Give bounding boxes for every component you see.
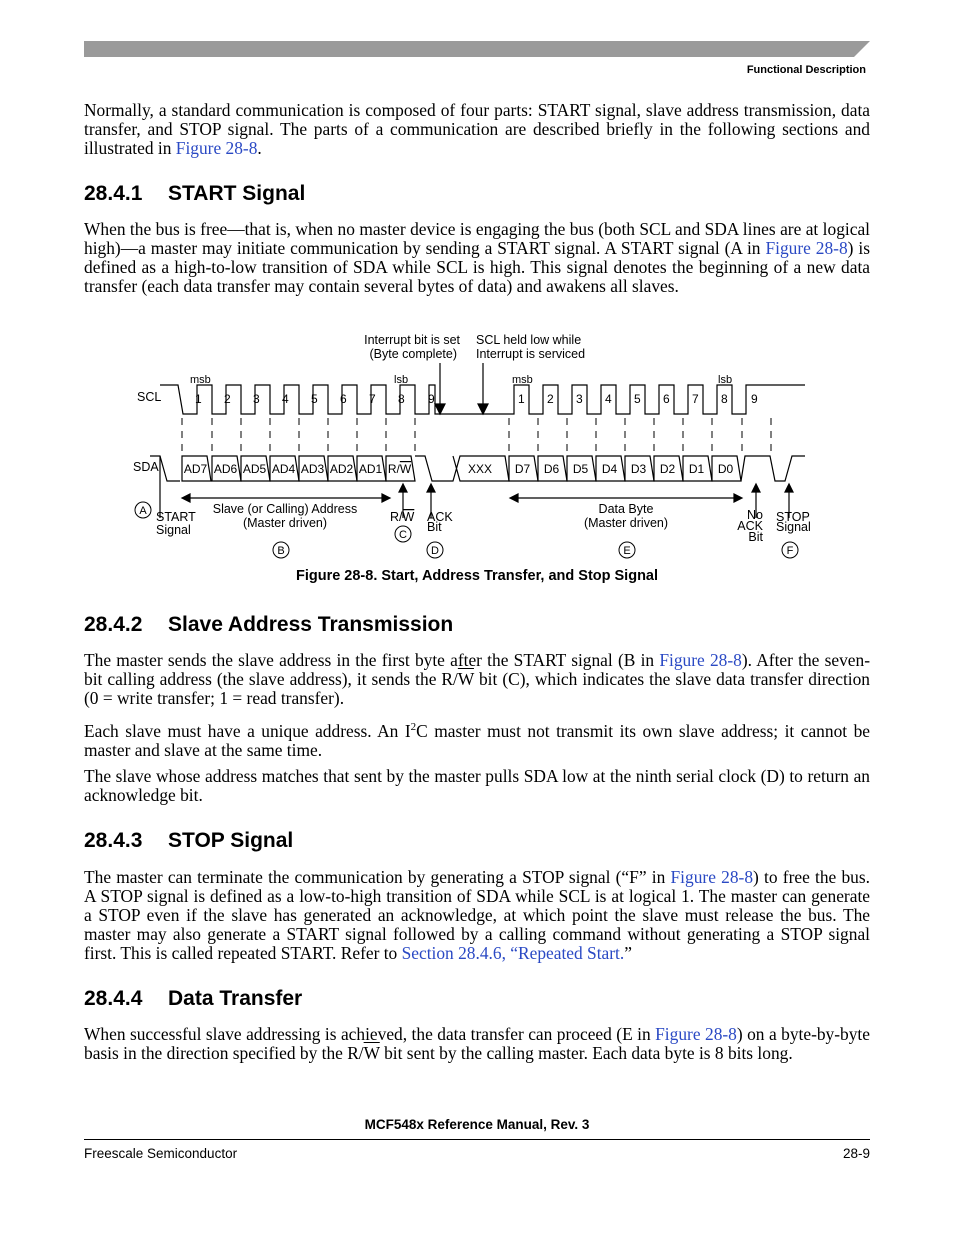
address-cell-label: AD5	[242, 462, 267, 476]
text: ) to free the bus. A STOP signal is defined as a low-to-high transition of SDA while SCL is at logical 1. The master can generate a STOP even if the slave has generated an acknowledge, at which point the slave must release the bus. The master may also generate a START signal followed by a calling command without generating a STOP signal first. This is called repeated START. Refer to	[84, 867, 870, 963]
clock-number: 1	[518, 392, 525, 406]
text: Each slave must have a unique address. An I	[84, 720, 411, 741]
text: ) is defined as a high-to-low transition of SDA while SCL is high. This signal denotes the beginning of a new data transfer (each data transfer may contain several bytes of data) and awakens all slaves.	[84, 238, 870, 296]
noack-label: No	[747, 508, 763, 522]
clock-number: 2	[224, 392, 231, 406]
clock-number: 5	[634, 392, 641, 406]
superscript: 2	[410, 721, 417, 733]
text: bit sent by the calling master. Each data byte is 8 bits long.	[379, 1043, 793, 1063]
figure-link[interactable]: Figure 28-8	[659, 650, 742, 670]
address-cell-label: AD7	[183, 462, 208, 476]
clock-number: 4	[282, 392, 289, 406]
header-bar	[84, 41, 870, 57]
address-cell-label: AD2	[329, 462, 354, 476]
sda-stop	[741, 456, 805, 481]
clock-number: 9	[428, 392, 435, 406]
heading-number: 28.4.3	[84, 829, 143, 852]
noack-label: ACK	[737, 519, 763, 533]
intro-text: Normally, a standard communication is composed of four parts: START signal, slave address transmission, data transfer, and STOP signal. The parts of a communication are described briefly in the following sections and illustrated in	[84, 100, 870, 158]
data-cell-label: D3	[630, 462, 647, 476]
data-cell-label: D4	[601, 462, 618, 476]
data-cell-label: D1	[688, 462, 705, 476]
heading-stop-signal	[84, 829, 293, 853]
heading-data-transfer	[84, 987, 302, 1011]
noack-label: Bit	[748, 530, 763, 544]
figure-link[interactable]: Figure 28-8	[670, 867, 754, 887]
rw-w: W	[399, 462, 412, 476]
marker-label: D	[431, 545, 439, 557]
text: The master sends the slave address in the first byte after the START signal (B in	[84, 650, 660, 670]
stop-paragraph	[84, 868, 870, 963]
slave-address-paragraph-2	[84, 718, 870, 760]
text: $\overline{W}$	[457, 669, 474, 689]
section-link[interactable]: Section 28.4.6, “Repeated Start.	[401, 943, 625, 963]
address-cell-label: AD3	[300, 462, 325, 476]
address-cell-label	[388, 462, 412, 476]
clock-number: 4	[605, 392, 612, 406]
text: $\overline{W}$	[363, 1043, 380, 1063]
slave-address-label: (Master driven)	[242, 516, 328, 530]
rw-label	[390, 510, 415, 524]
marker-label: A	[139, 505, 147, 517]
arrowhead	[382, 494, 390, 502]
slave-address-label: Slave (or Calling) Address	[212, 502, 358, 516]
text: ). After the seven-bit calling address (the slave address), it sends the R/	[84, 650, 871, 689]
clock-number: 3	[253, 392, 260, 406]
clock-number: 7	[692, 392, 699, 406]
address-cell-label: AD1	[358, 462, 383, 476]
heading-title: Slave Address Transmission	[168, 613, 454, 636]
scl-held-arrow-head	[478, 404, 488, 414]
clock-number: 3	[576, 392, 583, 406]
footer-rule	[84, 1139, 870, 1140]
figure-link[interactable]: Figure 28-8	[175, 138, 258, 158]
data-cell-label: D5	[572, 462, 589, 476]
figure-link[interactable]: Figure 28-8	[765, 238, 848, 258]
text: C master must not transmit its own slave address; it cannot be master and slave at the same time.	[84, 720, 870, 760]
clock-number: 8	[721, 392, 728, 406]
lsb-label: lsb	[394, 374, 409, 386]
heading-title: STOP Signal	[168, 829, 294, 852]
arrowhead	[510, 494, 518, 502]
heading-slave-address	[84, 613, 453, 637]
xxx-label: XXX	[467, 462, 493, 476]
ack-pointer-head	[427, 484, 435, 492]
clock-number: 5	[311, 392, 318, 406]
data-cell-label: D6	[543, 462, 560, 476]
text: When the bus is free—that is, when no master device is engaging the bus (both SCL and SDA lines are at logical high)—a master may initiate communication by sending a START signal. A START signal (A in	[84, 219, 870, 258]
interrupt-label: (Byte complete)	[369, 347, 457, 361]
scl-label: SCL	[137, 390, 162, 404]
intro-text-end: .	[257, 138, 262, 158]
msb-label: msb	[512, 374, 533, 386]
marker-label: E	[623, 545, 631, 557]
timing-diagram	[120, 328, 820, 568]
sda-label: SDA	[133, 460, 159, 474]
marker-label: B	[277, 545, 285, 557]
heading-number: 28.4.1	[84, 182, 143, 205]
rw-r: R/	[390, 510, 403, 524]
heading-number: 28.4.2	[84, 613, 143, 636]
lsb-label: lsb	[718, 374, 733, 386]
start-label: Signal	[156, 523, 191, 537]
address-cell-label: AD4	[271, 462, 296, 476]
clock-number: 6	[340, 392, 347, 406]
start-paragraph	[84, 220, 870, 296]
stop-pointer-head	[785, 484, 793, 492]
footer-page-number: 28-9	[842, 1146, 870, 1161]
clock-number: 1	[195, 392, 202, 406]
data-transfer-paragraph	[84, 1025, 870, 1063]
rw-r: R/	[387, 462, 400, 476]
figure-caption: Figure 28-8. Start, Address Transfer, and Stop Signal	[295, 568, 659, 584]
noack-pointer-head	[752, 484, 760, 492]
interrupt-label: Interrupt bit is set	[364, 333, 460, 347]
scl-held-label: SCL held low while	[476, 333, 582, 347]
heading-number: 28.4.4	[84, 987, 143, 1010]
interrupt-arrow-head	[435, 404, 445, 414]
stop-label: Signal	[776, 520, 811, 534]
data-cell-label: D2	[659, 462, 676, 476]
scl-held-label: Interrupt is serviced	[476, 347, 586, 361]
data-cell-label: D7	[514, 462, 531, 476]
text: The master can terminate the communication by generating a STOP signal (“F” in	[84, 867, 671, 887]
clock-number: 9	[751, 392, 758, 406]
heading-title: START Signal	[168, 182, 306, 205]
footer-manual-title: MCF548x Reference Manual, Rev. 3	[364, 1117, 590, 1132]
slave-address-paragraph-3	[84, 767, 870, 805]
ack-label: ACK	[427, 510, 453, 524]
text: The slave whose address matches that sent by the master pulls SDA low at the ninth serial clock (D) to return an acknowledge bit.	[84, 766, 870, 805]
start-label: START	[156, 510, 196, 524]
marker-label: C	[399, 529, 407, 541]
slave-address-paragraph-1	[84, 651, 870, 708]
running-header: Functional Description	[746, 64, 866, 76]
text: bit (C), which indicates the slave data transfer direction (0 = write transfer; 1 = read transfer).	[84, 669, 870, 708]
marker-label: F	[786, 545, 794, 557]
clock-number: 2	[547, 392, 554, 406]
text: ) on a byte-by-byte basis in the direction specified by the R/	[84, 1024, 870, 1063]
sda-xxx	[415, 456, 509, 481]
figure-link[interactable]: Figure 28-8	[655, 1024, 737, 1044]
rw-pointer-head	[399, 484, 407, 492]
text: When successful slave addressing is achieved, the data transfer can proceed (E in	[84, 1024, 656, 1044]
intro-paragraph	[84, 101, 870, 158]
msb-label: msb	[190, 374, 211, 386]
data-byte-label: (Master driven)	[583, 516, 669, 530]
data-cell-label: D0	[717, 462, 734, 476]
ack-label: Bit	[427, 520, 442, 534]
heading-title: Data Transfer	[168, 987, 303, 1010]
rw-w: W	[402, 510, 415, 524]
heading-start-signal	[84, 182, 305, 206]
clock-number: 6	[663, 392, 670, 406]
clock-number: 7	[369, 392, 376, 406]
address-cell-label: AD6	[213, 462, 238, 476]
text: ”	[624, 943, 632, 963]
stop-label: STOP	[776, 510, 810, 524]
arrowhead	[182, 494, 190, 502]
data-byte-label: Data Byte	[598, 502, 654, 516]
clock-number: 8	[398, 392, 405, 406]
arrowhead	[734, 494, 742, 502]
footer-company: Freescale Semiconductor	[84, 1146, 238, 1161]
